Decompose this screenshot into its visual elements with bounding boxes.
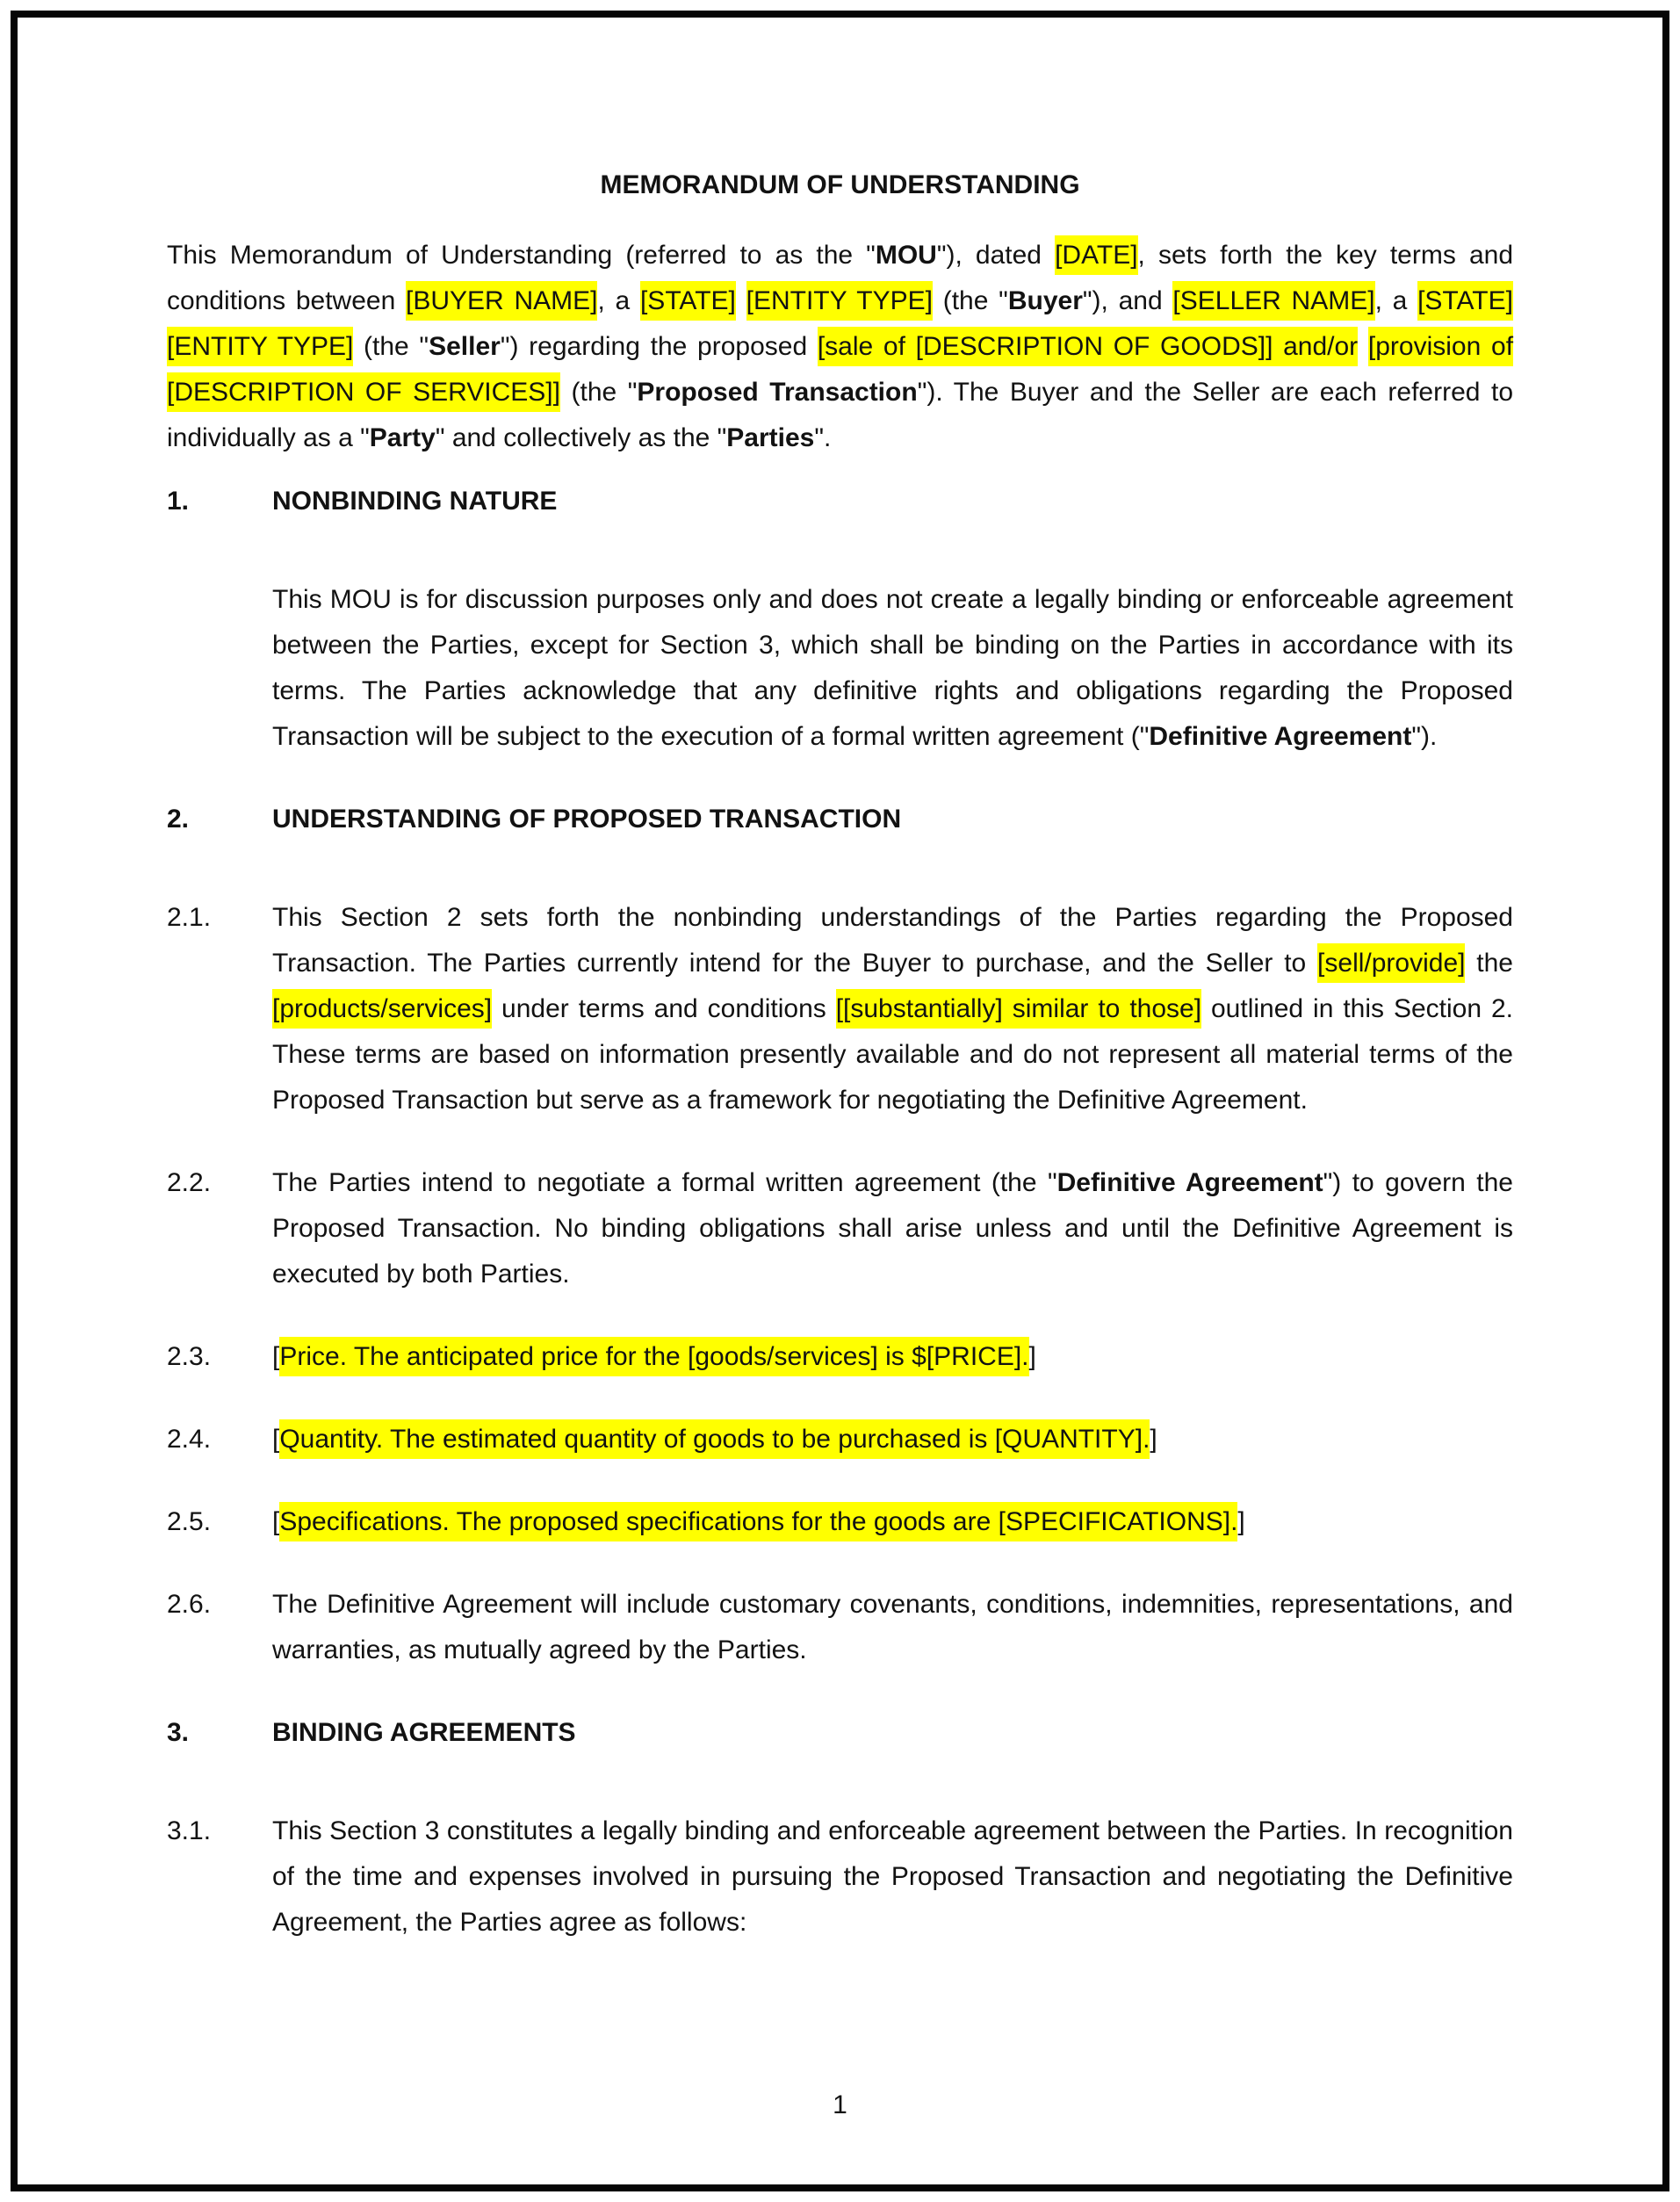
text-segment: Proposed Transaction xyxy=(637,378,918,407)
intro-paragraph xyxy=(167,233,1513,461)
paragraph-row xyxy=(167,1809,1513,1946)
paragraph-number: 2.3. xyxy=(167,1342,212,1371)
text-segment: Buyer xyxy=(1007,286,1083,315)
text-segment xyxy=(1358,332,1368,361)
highlight-segment: [sale of [DESCRIPTION OF GOODS]] and/or xyxy=(818,327,1358,366)
text-segment: The Parties intend to negotiate a formal written agreement (the " xyxy=(272,1168,1057,1197)
text-segment: , sets forth the key terms and conditions between xyxy=(167,241,1513,315)
sections-container xyxy=(167,479,1513,1946)
text-segment: This Memorandum of Understanding (referred to as the " xyxy=(167,241,876,270)
text-segment: [ xyxy=(272,1342,280,1371)
highlight-segment: Price. The anticipated price for the [goods/services] is $[PRICE]. xyxy=(279,1337,1028,1376)
text-segment: ") regarding the proposed xyxy=(500,332,818,361)
paragraph-row xyxy=(167,1582,1513,1673)
section-heading-row xyxy=(167,479,1513,524)
highlight-segment: [sell/provide] xyxy=(1317,943,1465,983)
text-segment: the xyxy=(1465,949,1513,978)
text-segment: This Section 3 constitutes a legally binding and enforceable agreement between the Parties. In recognition of the time and expenses involved in pursuing the Proposed Transaction and negotiating the Definitive Agreement, the Parties agree as follows: xyxy=(272,1816,1513,1937)
text-segment: (the " xyxy=(932,286,1008,315)
paragraph-row xyxy=(167,577,1513,760)
text-segment: ] xyxy=(1237,1507,1245,1536)
text-segment: "), dated xyxy=(936,241,1056,270)
paragraph-row xyxy=(167,1417,1513,1462)
text-segment: Definitive Agreement xyxy=(1056,1168,1323,1197)
document-title: MEMORANDUM OF UNDERSTANDING xyxy=(600,170,1080,199)
highlight-segment: Quantity. The estimated quantity of goods to be purchased is [QUANTITY]. xyxy=(279,1419,1150,1459)
text-segment: " and collectively as the " xyxy=(435,423,727,452)
document-content xyxy=(18,18,1662,2184)
paragraph-row xyxy=(167,895,1513,1123)
text-segment: "). xyxy=(1411,722,1438,751)
text-segment: Definitive Agreement xyxy=(1149,722,1412,751)
text-segment: "), and xyxy=(1082,286,1173,315)
text-segment: (the " xyxy=(353,332,429,361)
paragraph-number: 2.6. xyxy=(167,1590,212,1619)
paragraph-number: 2.2. xyxy=(167,1168,212,1197)
paragraph-text xyxy=(272,1417,1513,1462)
paragraph-text xyxy=(272,895,1513,1123)
text-segment: under terms and conditions xyxy=(492,994,836,1023)
highlight-segment: Specifications. The proposed specifications for the goods are [SPECIFICATIONS]. xyxy=(279,1502,1237,1541)
highlight-segment: [STATE] xyxy=(640,281,736,321)
highlight-segment: [DATE] xyxy=(1055,235,1137,275)
text-segment xyxy=(736,286,746,315)
paragraph-text xyxy=(272,1809,1513,1946)
text-segment: outlined in this Section 2. These terms are based on information presently available and do not represent all material terms of the Proposed Transaction but serve as a framework for negotiating the Definitive Agreement. xyxy=(272,994,1513,1115)
paragraph-number: 2.5. xyxy=(167,1507,212,1536)
text-segment: Party xyxy=(369,423,436,452)
paragraph-row xyxy=(167,1499,1513,1545)
paragraph-number: 2.1. xyxy=(167,903,212,932)
highlight-segment: [BUYER NAME] xyxy=(406,281,597,321)
text-segment: Seller xyxy=(429,332,501,361)
highlight-segment: [provision of [DESCRIPTION OF SERVICES]] xyxy=(167,327,1513,412)
section-heading: BINDING AGREEMENTS xyxy=(272,1718,576,1747)
section-number: 3. xyxy=(167,1718,190,1747)
text-segment: , a xyxy=(1374,286,1418,315)
text-segment: ] xyxy=(1028,1342,1036,1371)
section-heading-row xyxy=(167,1710,1513,1756)
paragraph-number: 2.4. xyxy=(167,1425,212,1454)
section-heading: NONBINDING NATURE xyxy=(272,487,558,516)
paragraph-text xyxy=(272,1499,1513,1545)
text-segment: Parties xyxy=(726,423,815,452)
paragraph-text xyxy=(272,1582,1513,1673)
text-segment: This MOU is for discussion purposes only and does not create a legally binding or enforceable agreement between the Parties, except for Section 3, which shall be binding on the Parties in accordance with its terms. The Parties acknowledge that any definitive rights and obligations regarding the Proposed Transaction will be subject to the execution of a formal written agreement (" xyxy=(272,585,1513,751)
text-segment: ". xyxy=(814,423,832,452)
highlight-segment: [ENTITY TYPE] xyxy=(167,327,353,366)
text-segment: "). The Buyer and the Seller are each referred to individually as a " xyxy=(167,378,1514,452)
paragraph-number: 3.1. xyxy=(167,1816,212,1845)
text-segment: [ xyxy=(272,1425,280,1454)
text-segment: The Definitive Agreement will include customary covenants, conditions, indemnities, representations, and warranties, as mutually agreed by the Parties. xyxy=(272,1590,1513,1664)
paragraph-text xyxy=(272,1160,1513,1297)
section-number: 2. xyxy=(167,805,190,834)
paragraph-row xyxy=(167,1160,1513,1297)
section-heading: UNDERSTANDING OF PROPOSED TRANSACTION xyxy=(272,805,902,834)
text-segment: (the " xyxy=(559,378,638,407)
highlight-segment: [ENTITY TYPE] xyxy=(746,281,933,321)
paragraph-number xyxy=(167,577,272,760)
highlight-segment: [STATE] xyxy=(1417,281,1513,321)
highlight-segment: [[substantially] similar to those] xyxy=(836,989,1201,1029)
text-segment: ] xyxy=(1150,1425,1157,1454)
text-segment: This Section 2 sets forth the nonbinding understandings of the Parties regarding the Proposed Transaction. The Parties currently intend for the Buyer to purchase, and the Seller to xyxy=(272,903,1513,978)
paragraph-text xyxy=(272,577,1513,760)
highlight-segment: [products/services] xyxy=(272,989,492,1029)
section-number: 1. xyxy=(167,487,190,516)
text-segment: ") to govern the Proposed Transaction. No binding obligations shall arise unless and until the Definitive Agreement is executed by both Parties. xyxy=(272,1168,1513,1289)
section-heading-row xyxy=(167,797,1513,842)
text-segment: [ xyxy=(272,1507,280,1536)
highlight-segment: [SELLER NAME] xyxy=(1172,281,1374,321)
text-segment: MOU xyxy=(875,241,937,270)
text-segment: , a xyxy=(597,286,640,315)
page-number: 1 xyxy=(833,2090,847,2119)
paragraph-row xyxy=(167,1334,1513,1380)
paragraph-text xyxy=(272,1334,1513,1380)
